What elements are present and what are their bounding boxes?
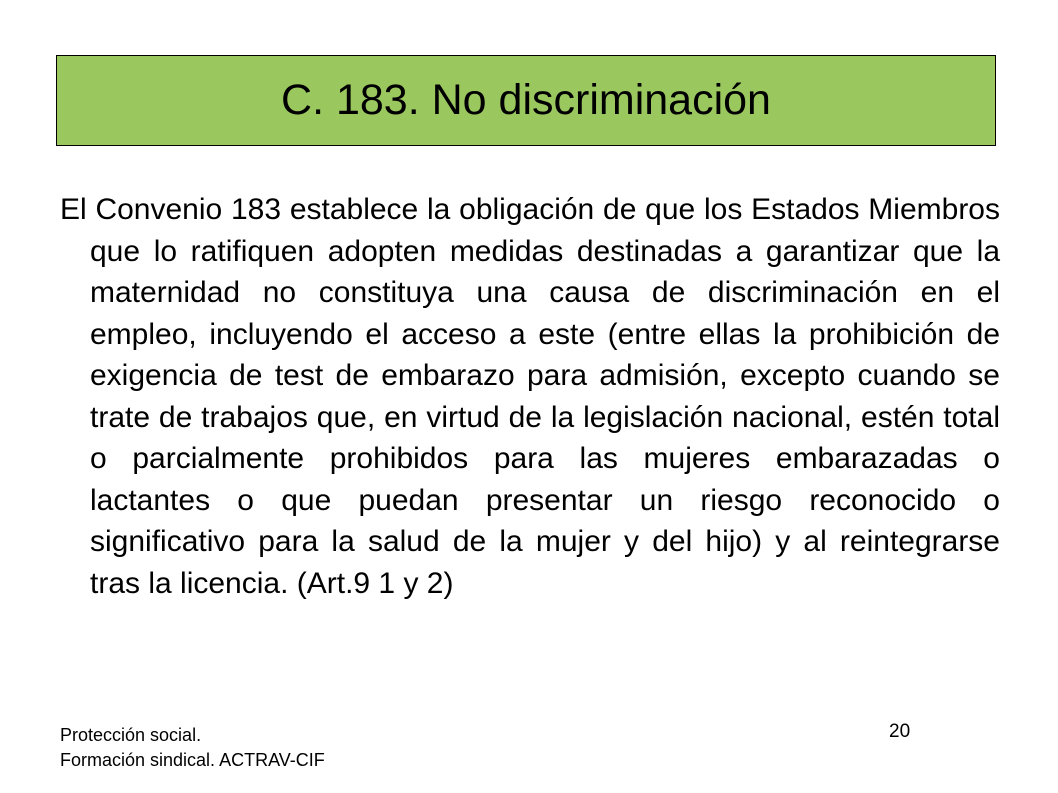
footer-source — [60, 723, 325, 773]
footer-line-2: Formación sindical. ACTRAV-CIF — [60, 750, 325, 770]
slide-body-text: El Convenio 183 establece la obligación de que los Estados Miembros que lo ratifiquen adopten medidas destinadas a garantizar que la maternidad no constituya una causa de discriminación en el empleo, incluyendo el acceso a este (entre ellas la prohibición de exigencia de test de embarazo para admisión, excepto cuando se trate de trabajos que, en virtud de la legislación nacional, estén total o parcialmente prohibidos para las mujeres embarazadas o lactantes o que puedan presentar un riesgo reconocido o significativo para la salud de la mujer y del hijo) y al reintegrarse tras la licencia. (Art.9 1 y 2) — [60, 193, 1000, 600]
title-box — [56, 55, 996, 146]
footer-line-1: Protección social. — [60, 725, 202, 745]
slide-title: C. 183. No discriminación — [281, 76, 771, 124]
page-number: 20 — [889, 721, 911, 742]
